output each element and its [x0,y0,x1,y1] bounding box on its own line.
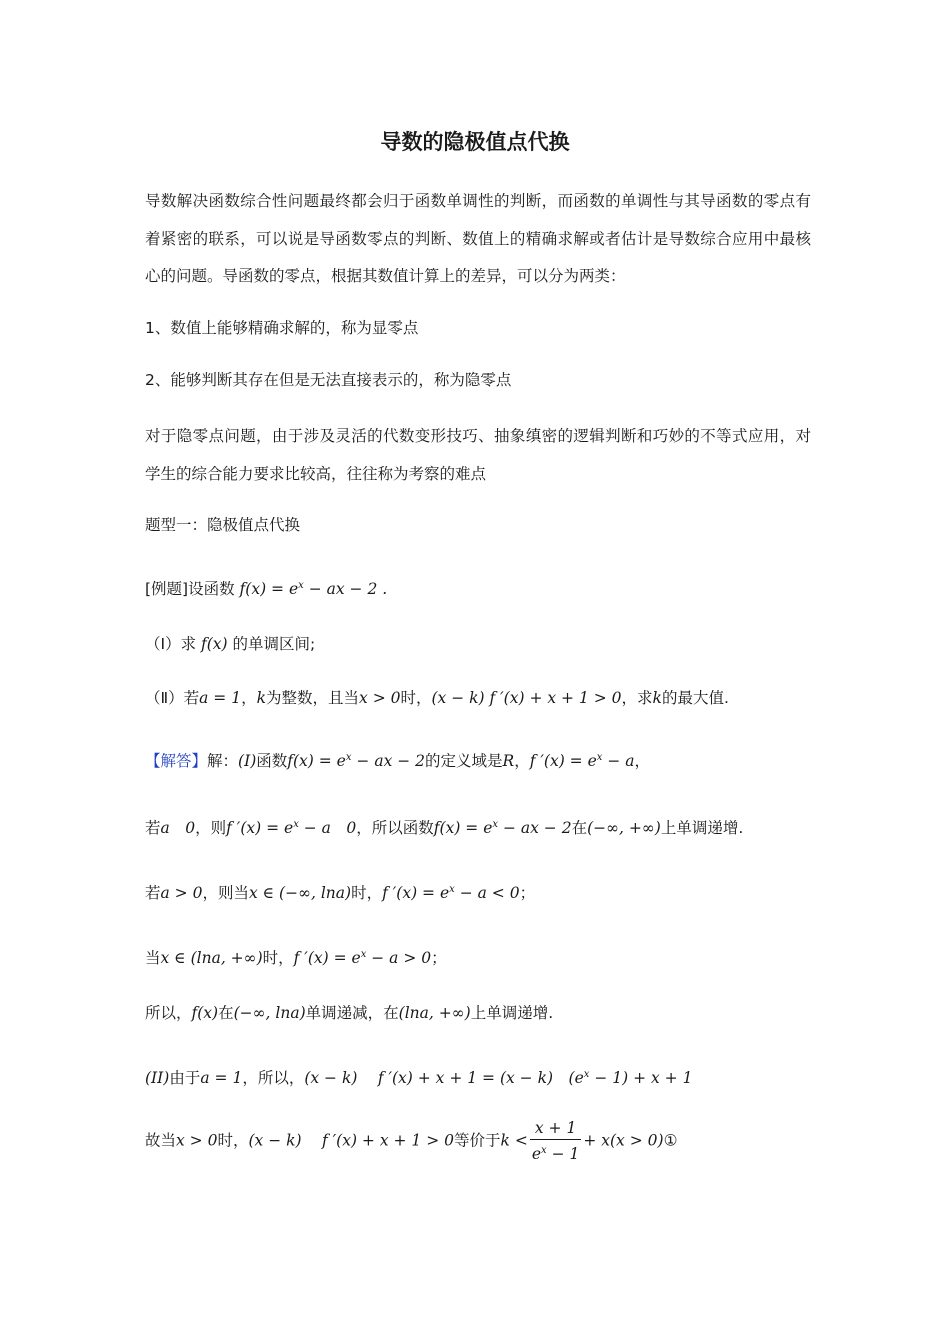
page-title: 导数的隐极值点代换 [380,130,570,154]
solution-equivalence: 故当x > 0时，(x − k) f ′(x) + x + 1 > 0等价于k < $\frac{x + 1}{e^x - 1}$ + x(x > 0)① [145,1119,678,1164]
example-label: [例题]设函数 [145,580,235,599]
solution-case-a-nonpositive: 若a 0，则f $'(x) = e^x - a$ 0，所以函数$f(x) = e^x$ − ax − 2在(−∞, +∞)上单调递增. [145,819,744,838]
example-line [145,574,387,601]
question-1: （Ⅰ）求 f(x) 的单调区间; [145,635,316,653]
equation-marker: ① [663,1131,678,1150]
solution-part-2: (II)由于a = 1，所以，(x − k) f ′(x) + x + 1 = (x − k) $(e^x - 1) + x + 1$ [145,1069,693,1088]
intro-paragraph: 导数解决函数综合性问题最终都会归于函数单调性的判断，而函数的单调性与其导函数的零点有着紧密的联系，可以说是导函数零点的判断、数值上的精确求解或者估计是导数综合应用中最核心的问题。导函数的零点，根据其数值计算上的差异，可以分为两类： [145,192,811,285]
solution-tag: 【解答】 [145,752,208,771]
hidden-zero-paragraph: 对于隐零点问题，由于涉及灵活的代数变形技巧、抽象缜密的逻辑判断和巧妙的不等式应用，对学生的综合能力要求比较高，往往称为考察的难点 [145,427,811,483]
list-item-hidden-zero: 2、能够判断其存在但是无法直接表示的，称为隐零点 [145,371,512,389]
solution-summary: 所以，f(x)在(−∞, lna)单调递减，在(lna, +∞)上单调递增. [145,1004,554,1022]
list-item-explicit-zero: 1、数值上能够精确求解的，称为显零点 [145,319,419,337]
solution-case-increasing: 当x ∈ (lna, +∞)时，f $'(x) = e^x - a > 0$； [145,949,447,968]
type-heading: 题型一：隐极值点代换 [145,516,301,534]
question-2: （Ⅱ）若a = 1，k为整数，且当x > 0时，(x − k) f ′(x) + x + 1 > 0，求k的最大值. [145,689,729,707]
solution-line-1: 【解答】解：(I)函数$f(x) = e^x$ − ax − 2的定义域是R，f $'(x) = e^x - a$， [145,752,651,771]
example-function: $f(x) = e^x$ − ax − 2 . [239,580,388,599]
fraction: $\frac{x + 1}{e^x - 1}$ [531,1119,580,1164]
solution-case-a-positive: 若a > 0，则当x ∈ (−∞, lna)时，f $'(x) = e^x - a < 0$； [145,884,536,903]
